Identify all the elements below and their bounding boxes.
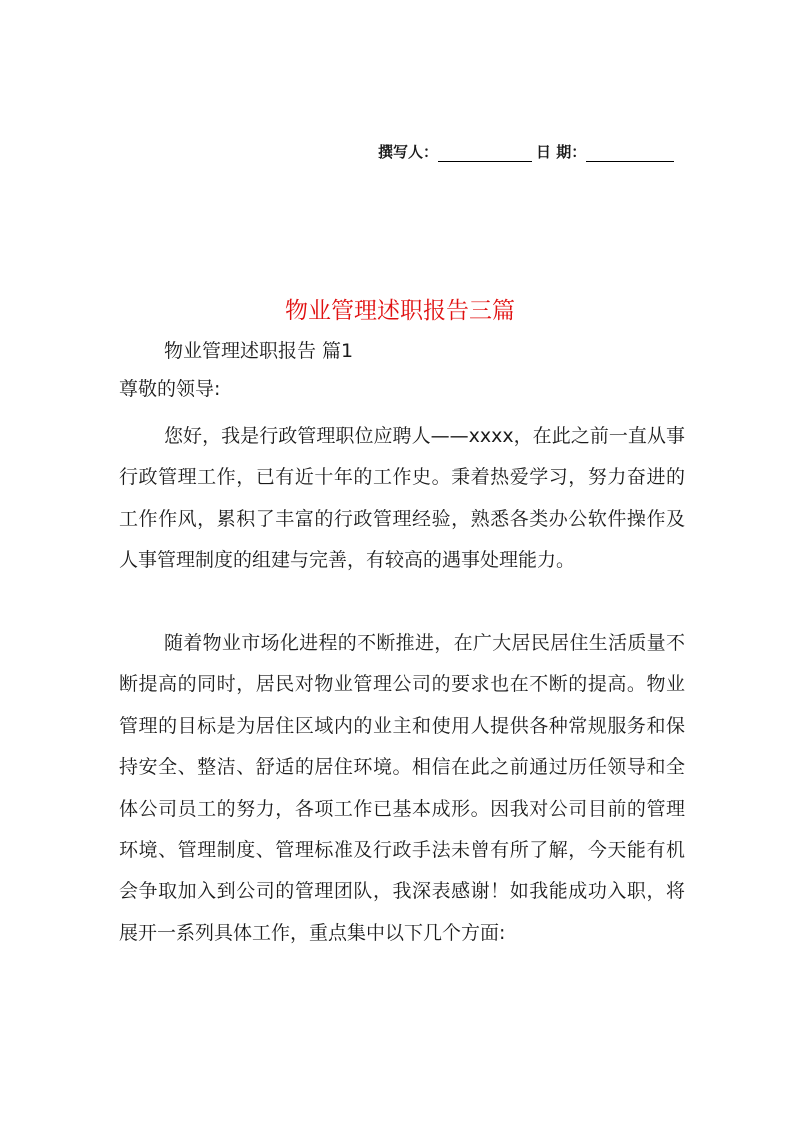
paragraph-2: 随着物业市场化进程的不断推进，在广大居民居住生活质量不断提高的同时，居民对物业管理公司的要求也在不断的提高。物业管理的目标是为居住区域内的业主和使用人提供各种常规服务和保持安全、整洁、舒适的居住环境。相信在此之前通过历任领导和全体公司员工的努力，各项工作已基本成形。因我对公司目前的管理环境、管理制度、管理标准及行政手法未曾有所了解，今天能有机会争取加入到公司的管理团队，我深表感谢！如我能成功入职，将展开一系列具体工作，重点集中以下几个方面: [119,632,685,944]
paragraph-1: 您好，我是行政管理职位应聘人——xxxx，在此之前一直从事行政管理工作，已有近十年的工作史。秉着热爱学习，努力奋进的工作作风，累积了丰富的行政管理经验，熟悉各类办公软件操作及人事管理制度的组建与完善，有较高的遇事处理能力。 [119,425,685,572]
body-paragraph-block-1 [119,416,685,582]
author-label: 撰写人： [378,143,439,161]
author-blank [438,143,532,162]
body-paragraph-block-2 [119,623,685,954]
greeting: 尊敬的领导: [119,378,221,400]
date-label: 日 期： [536,143,587,161]
author-date-line [378,138,680,162]
date-blank [586,143,674,162]
document-title: 物业管理述职报告三篇 [285,298,515,324]
section-subtitle: 物业管理述职报告 篇1 [164,340,354,362]
